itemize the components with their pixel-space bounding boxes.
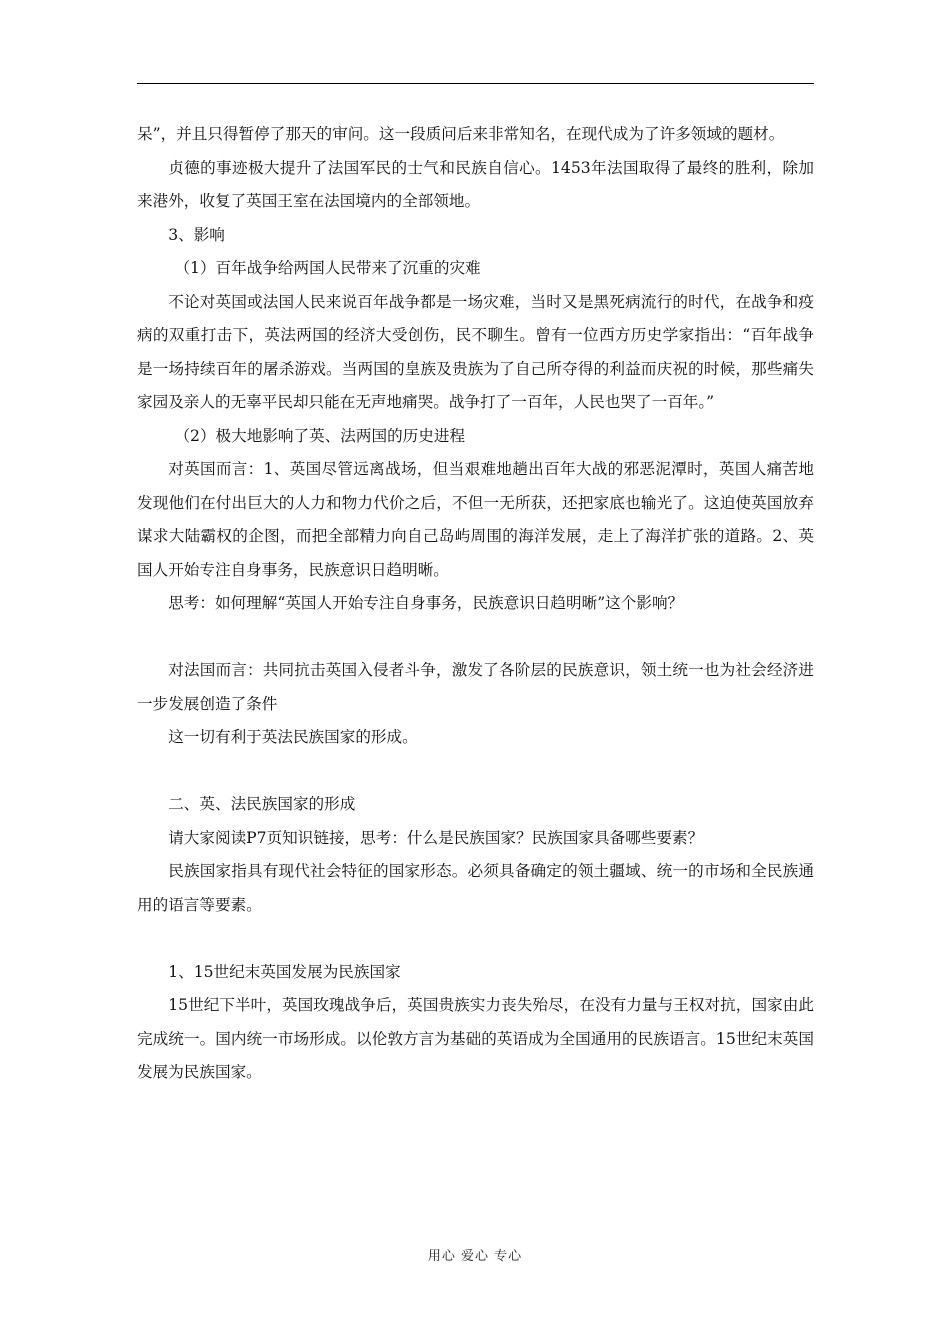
subheading-disaster: （1）百年战争给两国人民带来了沉重的灾难 <box>174 259 481 277</box>
blank-line <box>137 755 814 789</box>
paragraph-think-question: 思考：如何理解“英国人开始专注自身事务，民族意识日趋明晰”这个影响？ <box>168 594 684 612</box>
paragraph-joan-of-arc: 贞德的事迹极大提升了法国军民的士气和民族自信心。1453年法国取得了最终的胜利，除加来港外，收复了英国王室在法国境内的全部领地。 <box>137 158 814 210</box>
paragraph-conclusion: 这一切有利于英法民族国家的形成。 <box>168 728 418 746</box>
paragraph-continuation: 呆”，并且只得暂停了那天的审问。这一段质问后来非常知名，在现代成为了许多领域的题材。 <box>137 125 785 143</box>
document-body <box>137 118 814 1090</box>
paragraph-france: 对法国而言：共同抗击英国入侵者斗争，激发了各阶层的民族意识，领土统一也为社会经济进一步发展创造了条件 <box>137 661 814 713</box>
subheading-history-process: （2）极大地影响了英、法两国的历史进程 <box>174 426 466 445</box>
paragraph-england-nation-state: 15世纪下半叶，英国玫瑰战争后，英国贵族实力丧失殆尽，在没有力量与王权对抗，国家由此完成统一。国内统一市场形成。以伦敦方言为基础的英语成为全国通用的民族语言。15世纪末英国发展为民族国家。 <box>137 996 814 1081</box>
section-heading-nation-state: 二、英、法民族国家的形成 <box>168 795 356 813</box>
section-heading-impact: 3、影响 <box>168 225 225 244</box>
paragraph-reading-prompt: 请大家阅读P7页知识链接，思考：什么是民族国家？民族国家具备哪些要素？ <box>168 828 704 847</box>
page-footer: 用心 爱心 专心 <box>427 1249 523 1264</box>
header-rule <box>137 83 814 84</box>
blank-line <box>137 922 814 956</box>
subheading-england-nation-state: 1、15世纪末英国发展为民族国家 <box>168 962 401 981</box>
blank-line <box>137 621 814 655</box>
paragraph-england: 对英国而言：1、英国尽管远离战场，但当艰难地趟出百年大战的邪恶泥潭时，英国人痛苦地发现他们在付出巨大的人力和物力代价之后，不但一无所获，还把家底也输光了。这迫使英国放弃谋求大陆霸权的企图，而把全部精力向自己岛屿周围的海洋发展，走上了海洋扩张的道路。2、英国人开始专注自身事务，民族意识日趋明晰。 <box>137 460 814 579</box>
paragraph-disaster: 不论对英国或法国人民来说百年战争都是一场灾难，当时又是黑死病流行的时代，在战争和疫病的双重打击下，英法两国的经济大受创伤，民不聊生。曾有一位西方历史学家指出：“百年战争是一场持续百年的屠杀游戏。当两国的皇族及贵族为了自己所夺得的利益而庆祝的时候，那些痛失家园及亲人的无辜平民却只能在无声地痛哭。战争打了一百年，人民也哭了一百年。” <box>137 292 814 411</box>
paragraph-nation-state-definition: 民族国家指具有现代社会特征的国家形态。必须具备确定的领土疆域、统一的市场和全民族通用的语言等要素。 <box>137 862 814 914</box>
